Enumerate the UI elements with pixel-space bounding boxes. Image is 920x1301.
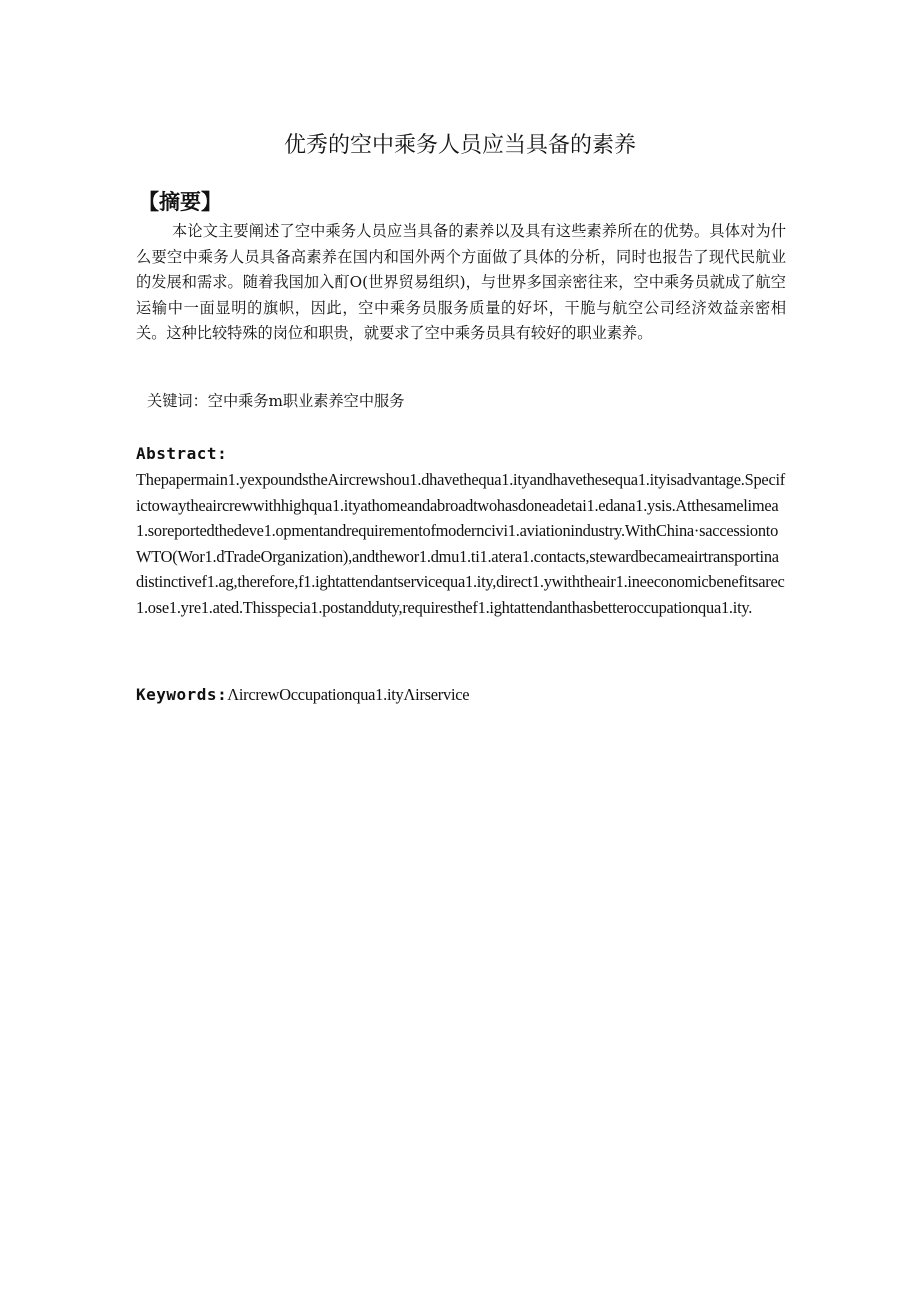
abstract-en-body: Thepapermain1.yexpoundstheAircrewshou1.dhavethequa1.ityandhavethesequa1.ityisadvantage.Specifictowaytheaircrewwithhighqua1.ityathomeandabroadtwohasdoneadetai1.edana1.ysis.Atthesamelimea1.soreportedthedeve1.opmentandrequirementofmoderncivi1.aviationindustry.WithChina·saccessiontoWTO(Wor1.dTradeOrganization),andthewor1.dmu1.ti1.atera1.contacts,stewardbecameairtransportinadistinctivef1.ag,therefore,f1.ightattendantservicequa1.ity,direct1.ywiththeair1.ineeconomicbenefitsarec1.ose1.yre1.ated.Thisspecia1.postandduty,requiresthef1.ightattendanthasbetteroccupationqua1.ity.	[136, 470, 785, 617]
keywords-en-label: Keywords:	[136, 685, 228, 704]
keywords-cn: 关键词：空中乘务m职业素养空中服务	[147, 392, 405, 410]
keywords-en	[136, 685, 469, 705]
abstract-en-heading: Abstract:	[136, 444, 228, 463]
keywords-en-values: ΛircrewOccupationqua1.ityΛirservice	[227, 685, 470, 704]
document-title: 优秀的空中乘务人员应当具备的素养	[283, 133, 636, 158]
abstract-cn-heading: 【摘要】	[138, 190, 222, 214]
abstract-cn-body: 本论文主要阐述了空中乘务人员应当具备的素养以及具有这些素养所在的优势。具体对为什么要空中乘务人员具备高素养在国内和国外两个方面做了具体的分析，同时也报告了现代民航业的发展和需求。随着我国加入酊O(世界贸易组织)，与世界多国亲密往来，空中乘务员就成了航空运输中一面显明的旗帜，因此，空中乘务员服务质量的好坏，干脆与航空公司经济效益亲密相关。这种比较特殊的岗位和职贵，就要求了空中乘务员具有较好的职业素养。	[136, 222, 786, 343]
